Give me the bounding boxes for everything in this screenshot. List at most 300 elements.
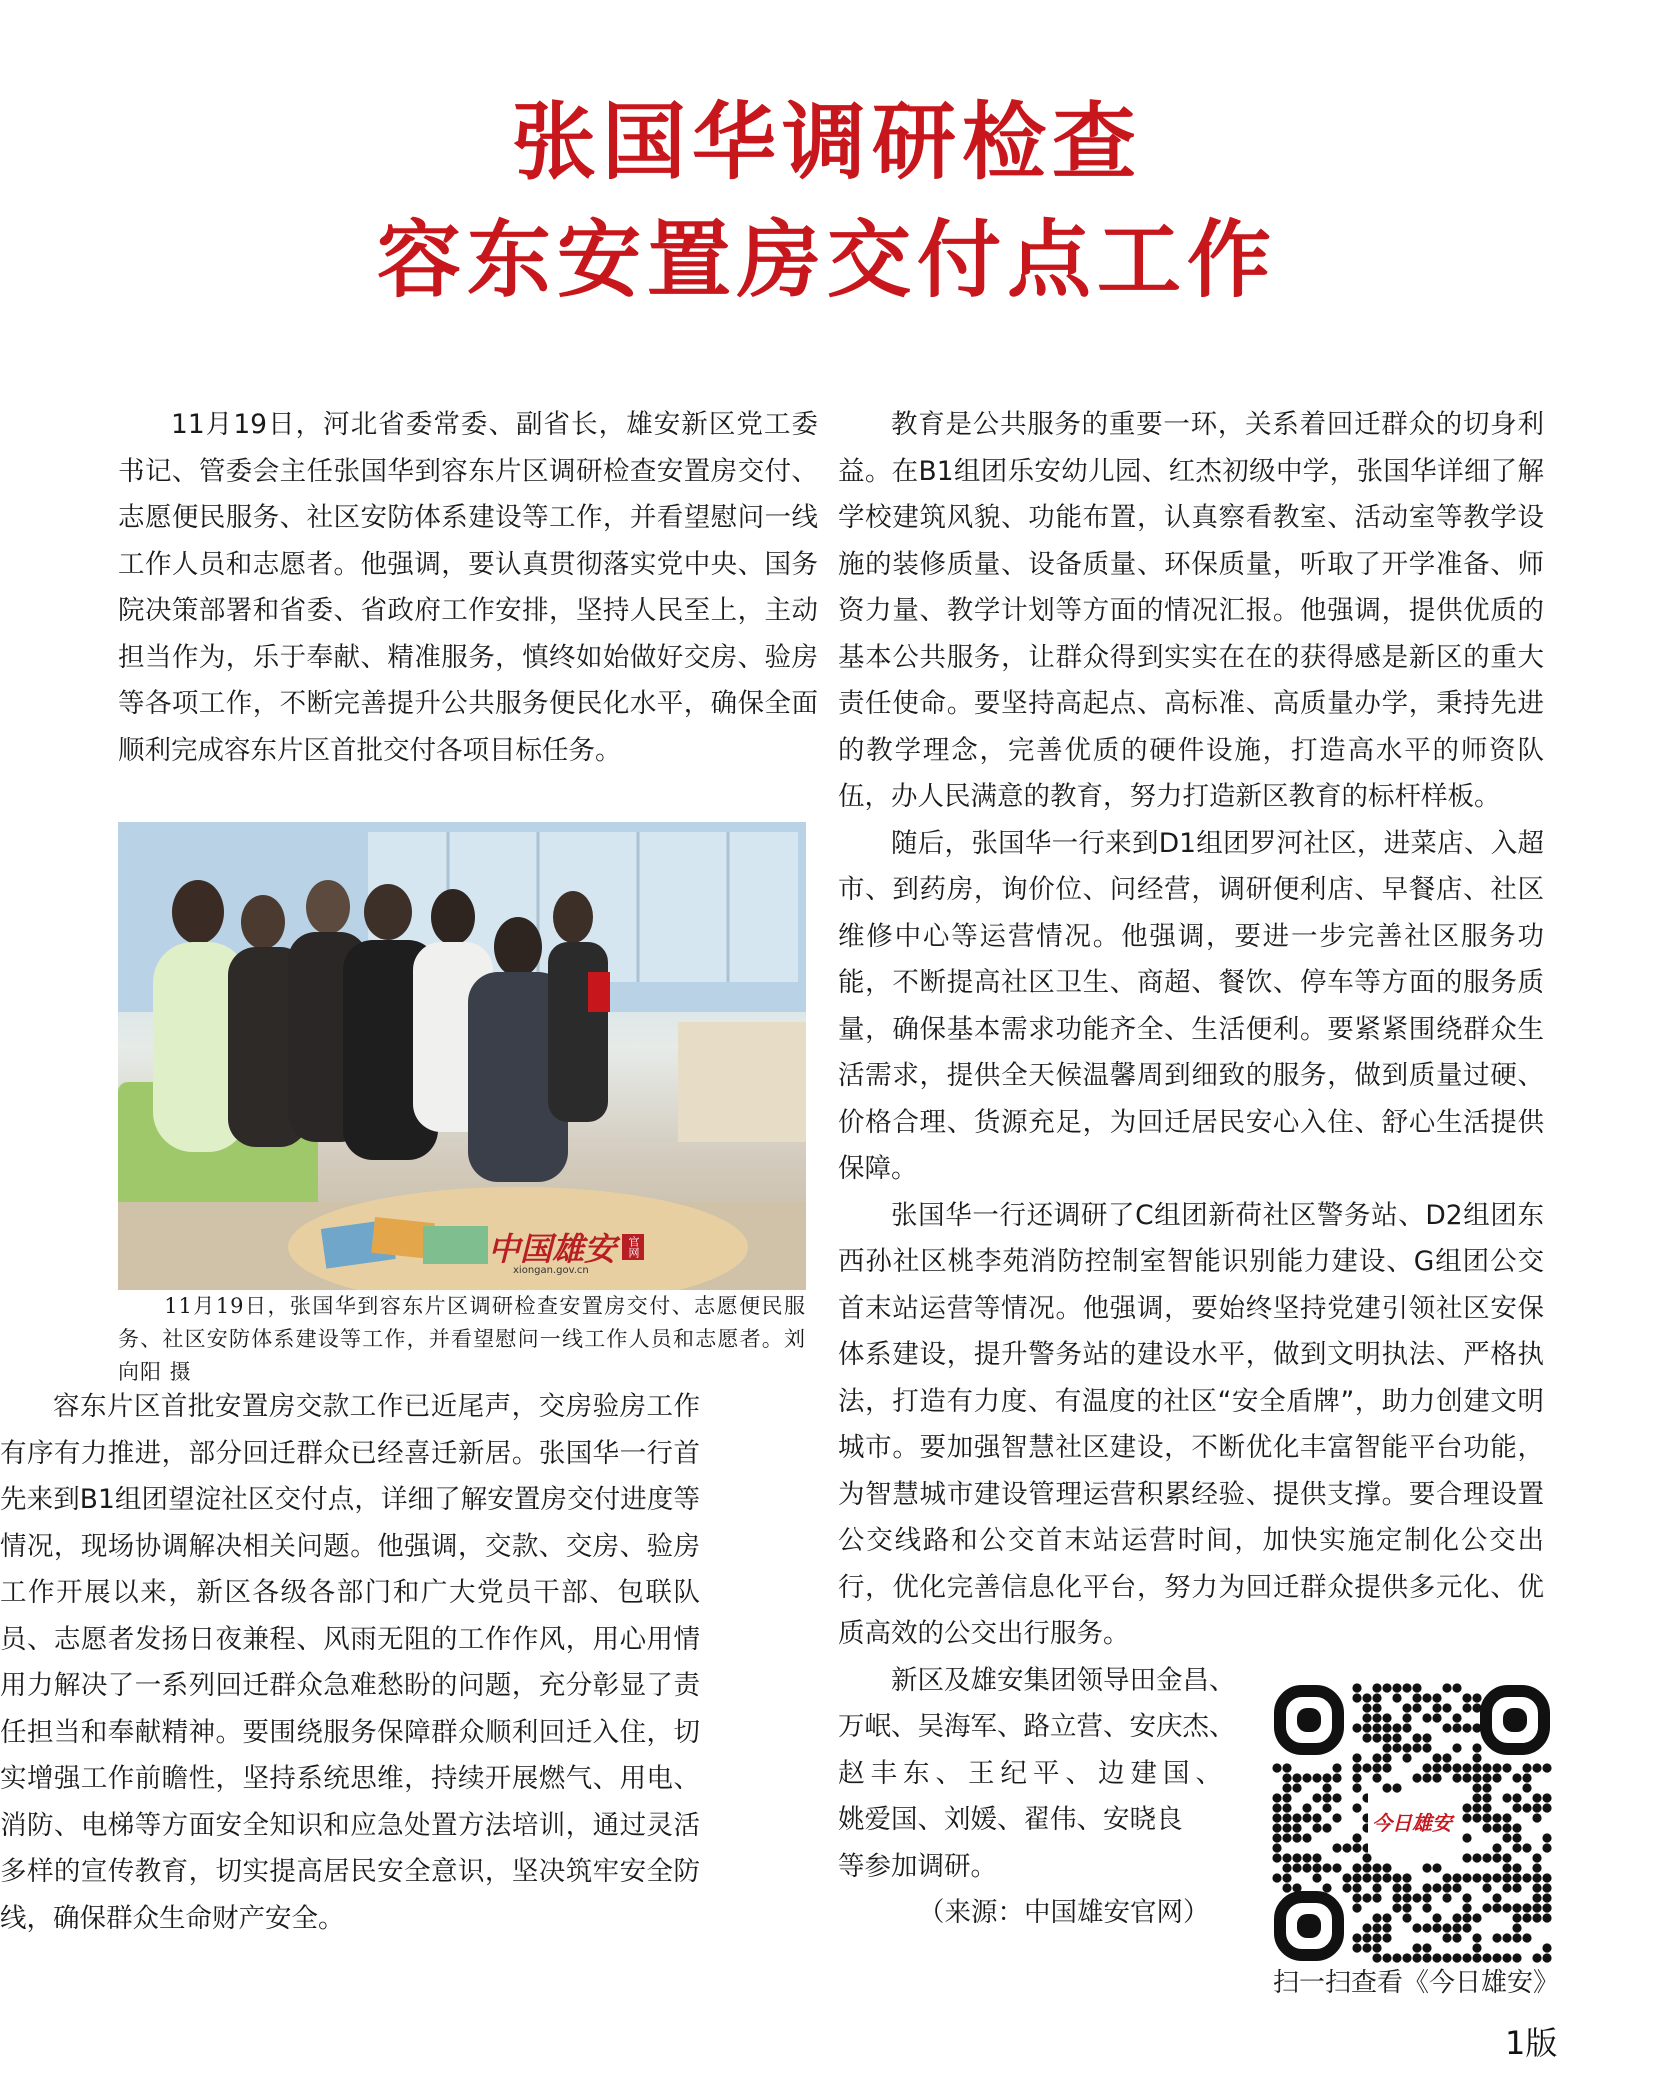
qr-module: [1422, 1863, 1431, 1872]
qr-module: [1302, 1863, 1311, 1872]
qr-module: [1352, 1863, 1361, 1872]
qr-module: [1312, 1853, 1321, 1862]
qr-module: [1392, 1693, 1401, 1702]
qr-module: [1422, 1713, 1431, 1722]
qr-module: [1502, 1863, 1511, 1872]
qr-module: [1532, 1883, 1541, 1892]
qr-module: [1492, 1893, 1501, 1902]
qr-module: [1412, 1703, 1421, 1712]
qr-module: [1442, 1923, 1451, 1932]
qr-module: [1272, 1793, 1281, 1802]
qr-module: [1412, 1693, 1421, 1702]
qr-module: [1402, 1883, 1411, 1892]
qr-module: [1492, 1773, 1501, 1782]
qr-module: [1542, 1893, 1551, 1902]
qr-module: [1272, 1823, 1281, 1832]
qr-module: [1542, 1833, 1551, 1842]
qr-module: [1512, 1883, 1521, 1892]
qr-module: [1402, 1913, 1411, 1922]
qr-module: [1412, 1683, 1421, 1692]
qr-module: [1392, 1873, 1401, 1882]
page-number: 1版: [1505, 2024, 1558, 2062]
qr-module: [1512, 1823, 1521, 1832]
qr-module: [1282, 1883, 1291, 1892]
qr-module: [1532, 1873, 1541, 1882]
qr-module: [1542, 1873, 1551, 1882]
qr-module: [1402, 1723, 1411, 1732]
qr-module: [1272, 1803, 1281, 1812]
qr-module: [1462, 1693, 1471, 1702]
qr-module: [1462, 1813, 1471, 1822]
qr-module: [1512, 1803, 1521, 1812]
qr-module: [1382, 1873, 1391, 1882]
qr-module: [1502, 1833, 1511, 1842]
qr-module: [1482, 1873, 1491, 1882]
qr-module: [1282, 1833, 1291, 1842]
attendees-block: [838, 1658, 1258, 1937]
qr-module: [1352, 1833, 1361, 1842]
qr-module: [1432, 1863, 1441, 1872]
qr-module: [1362, 1763, 1371, 1772]
qr-module: [1312, 1793, 1321, 1802]
qr-module: [1482, 1813, 1491, 1822]
qr-module: [1502, 1873, 1511, 1882]
qr-module: [1272, 1843, 1281, 1852]
qr-module: [1532, 1903, 1541, 1912]
headline-line-1: 张国华调研检查: [511, 92, 1142, 191]
qr-module: [1432, 1773, 1441, 1782]
watermark-url: xiongan.gov.cn: [513, 1265, 589, 1276]
qr-module: [1322, 1773, 1331, 1782]
qr-module: [1472, 1693, 1481, 1702]
qr-module: [1452, 1873, 1461, 1882]
qr-module: [1332, 1763, 1341, 1772]
qr-module: [1392, 1733, 1401, 1742]
qr-module: [1432, 1763, 1441, 1772]
qr-module: [1512, 1903, 1521, 1912]
qr-module: [1532, 1853, 1541, 1862]
attendees-line: 等参加调研。: [838, 1850, 997, 1882]
qr-module: [1292, 1783, 1301, 1792]
qr-module: [1452, 1913, 1461, 1922]
qr-module: [1362, 1733, 1371, 1742]
qr-module: [1422, 1903, 1431, 1912]
qr-module: [1382, 1923, 1391, 1932]
qr-module: [1372, 1693, 1381, 1702]
qr-module: [1372, 1873, 1381, 1882]
qr-module: [1482, 1853, 1491, 1862]
qr-module: [1432, 1753, 1441, 1762]
qr-module: [1282, 1803, 1291, 1812]
qr-module: [1422, 1943, 1431, 1952]
qr-module: [1532, 1913, 1541, 1922]
qr-module: [1522, 1803, 1531, 1812]
qr-module: [1282, 1873, 1291, 1882]
qr-module: [1542, 1913, 1551, 1922]
qr-module: [1352, 1763, 1361, 1772]
qr-module: [1352, 1893, 1361, 1902]
qr-module: [1522, 1903, 1531, 1912]
qr-module: [1272, 1853, 1281, 1862]
qr-module: [1522, 1913, 1531, 1922]
qr-module: [1432, 1693, 1441, 1702]
qr-module: [1282, 1783, 1291, 1792]
qr-module: [1422, 1743, 1431, 1752]
qr-module: [1502, 1903, 1511, 1912]
qr-module: [1492, 1813, 1501, 1822]
qr-module: [1512, 1843, 1521, 1852]
qr-module: [1382, 1733, 1391, 1742]
qr-module: [1372, 1923, 1381, 1932]
qr-module: [1362, 1923, 1371, 1932]
qr-module: [1402, 1753, 1411, 1762]
qr-module: [1372, 1863, 1381, 1872]
qr-module: [1292, 1853, 1301, 1862]
qr-module: [1472, 1773, 1481, 1782]
qr-module: [1472, 1943, 1481, 1952]
qr-module: [1352, 1683, 1361, 1692]
qr-module: [1452, 1713, 1461, 1722]
qr-module: [1492, 1763, 1501, 1772]
qr-module: [1382, 1743, 1391, 1752]
qr-module: [1292, 1833, 1301, 1842]
qr-module: [1442, 1873, 1451, 1882]
photo-watermark: [488, 1224, 644, 1270]
qr-module: [1472, 1853, 1481, 1862]
qr-module: [1532, 1763, 1541, 1772]
qr-module: [1442, 1763, 1451, 1772]
qr-module: [1482, 1783, 1491, 1792]
qr-module: [1402, 1683, 1411, 1692]
qr-module: [1442, 1933, 1451, 1942]
qr-module: [1542, 1793, 1551, 1802]
qr-module: [1402, 1743, 1411, 1752]
qr-module: [1282, 1853, 1291, 1862]
qr-module: [1432, 1913, 1441, 1922]
qr-module: [1302, 1773, 1311, 1782]
qr-module: [1542, 1763, 1551, 1772]
qr-module: [1472, 1873, 1481, 1882]
qr-module: [1472, 1933, 1481, 1942]
qr-module: [1512, 1863, 1521, 1872]
qr-module: [1372, 1703, 1381, 1712]
article-paragraph: 教育是公共服务的重要一环，关系着回迁群众的切身利益。在B1组团乐安幼儿园、红杰初级中学，张国华详细了解学校建筑风貌、功能布置，认真察看教室、活动室等教学设施的装修质量、设备质量、环保质量，听取了开学准备、师资力量、教学计划等方面的情况汇报。他强调，提供优质的基本公共服务，让群众得到实实在在的获得感是新区的重大责任使命。要坚持高起点、高标准、高质量办学，秉持先进的教学理念，完善优质的硬件设施，打造高水平的师资队伍，办人民满意的教育，努力打造新区教育的标杆样板。: [838, 409, 1544, 812]
news-photo: [118, 822, 806, 1290]
qr-module: [1372, 1733, 1381, 1742]
qr-module: [1362, 1933, 1371, 1942]
qr-module: [1382, 1723, 1391, 1732]
watermark-name: 中国雄安: [488, 1230, 617, 1268]
qr-module: [1272, 1763, 1281, 1772]
qr-module: [1282, 1823, 1291, 1832]
qr-module: [1322, 1883, 1331, 1892]
qr-module: [1312, 1813, 1321, 1822]
qr-module: [1352, 1723, 1361, 1732]
qr-module: [1372, 1753, 1381, 1762]
qr-module: [1512, 1773, 1521, 1782]
qr-code[interactable]: [1272, 1683, 1552, 1963]
article-left-column-top: [118, 402, 818, 774]
qr-module: [1472, 1813, 1481, 1822]
qr-module: [1452, 1923, 1461, 1932]
qr-module: [1462, 1773, 1471, 1782]
qr-center-label: 今日雄安: [1372, 1811, 1452, 1835]
qr-module: [1532, 1893, 1541, 1902]
photo-caption: 11月19日，张国华到容东片区调研检查安置房交付、志愿便民服务、社区安防体系建设等工作，并看望慰问一线工作人员和志愿者。刘向阳 摄: [118, 1294, 806, 1384]
qr-module: [1352, 1903, 1361, 1912]
attendees-line: 万岷、吴海军、路立营、安庆杰、: [838, 1711, 1236, 1742]
qr-module: [1372, 1723, 1381, 1732]
qr-module: [1512, 1913, 1521, 1922]
qr-module: [1542, 1803, 1551, 1812]
qr-module: [1422, 1883, 1431, 1892]
qr-module: [1462, 1723, 1471, 1732]
qr-module: [1382, 1783, 1391, 1792]
qr-module: [1482, 1823, 1491, 1832]
article-source: （来源：中国雄安官网）: [918, 1897, 1210, 1928]
qr-module: [1332, 1863, 1341, 1872]
qr-module: [1482, 1883, 1491, 1892]
qr-module: [1532, 1863, 1541, 1872]
qr-module: [1342, 1843, 1351, 1852]
qr-module: [1382, 1863, 1391, 1872]
qr-module: [1492, 1903, 1501, 1912]
qr-module: [1482, 1803, 1491, 1812]
qr-module: [1332, 1793, 1341, 1802]
qr-module: [1352, 1803, 1361, 1812]
article-paragraph: 随后，张国华一行来到D1组团罗河社区，进菜店、入超市、到药房，询价位、问经营，调研便利店、早餐店、社区维修中心等运营情况。他强调，要进一步完善社区服务功能，不断提高社区卫生、商超、餐饮、停车等方面的服务质量，确保基本需求功能齐全、生活便利。要紧紧围绕群众生活需求，提供全天候温馨周到细致的服务，做到质量过硬、价格合理、货源充足，为回迁居民安心入住、舒心生活提供保障。: [838, 827, 1544, 1184]
qr-module: [1492, 1873, 1501, 1882]
qr-module: [1272, 1833, 1281, 1842]
qr-module: [1452, 1933, 1461, 1942]
qr-module: [1342, 1883, 1351, 1892]
qr-module: [1452, 1883, 1461, 1892]
qr-module: [1372, 1713, 1381, 1722]
qr-module: [1462, 1853, 1471, 1862]
qr-module: [1512, 1873, 1521, 1882]
qr-module: [1482, 1903, 1491, 1912]
qr-module: [1472, 1753, 1481, 1762]
qr-module: [1542, 1883, 1551, 1892]
qr-module: [1452, 1743, 1461, 1752]
watermark-tag: 官网: [622, 1234, 644, 1260]
qr-module: [1502, 1853, 1511, 1862]
qr-module: [1512, 1923, 1521, 1932]
qr-module: [1442, 1893, 1451, 1902]
qr-module: [1392, 1723, 1401, 1732]
qr-module: [1462, 1703, 1471, 1712]
qr-module: [1472, 1743, 1481, 1752]
qr-module: [1352, 1753, 1361, 1762]
qr-module: [1292, 1813, 1301, 1822]
qr-module: [1412, 1743, 1421, 1752]
qr-module: [1392, 1683, 1401, 1692]
qr-module: [1362, 1893, 1371, 1902]
qr-module: [1492, 1853, 1501, 1862]
attendees-line: 姚爱国、刘媛、翟伟、安晓良: [838, 1804, 1183, 1835]
qr-module: [1422, 1763, 1431, 1772]
qr-module: [1452, 1763, 1461, 1772]
qr-module: [1392, 1893, 1401, 1902]
qr-module: [1482, 1773, 1491, 1782]
qr-module: [1302, 1813, 1311, 1822]
qr-module: [1312, 1863, 1321, 1872]
qr-module: [1372, 1763, 1381, 1772]
headline-line-2: 容东安置房交付点工作: [376, 210, 1277, 309]
qr-module: [1502, 1813, 1511, 1822]
qr-module: [1542, 1903, 1551, 1912]
article-paragraph: 容东片区首批安置房交款工作已近尾声，交房验房工作有序有力推进，部分回迁群众已经喜迁新居。张国华一行首先来到B1组团望淀社区交付点，详细了解安置房交付进度等情况，现场协调解决相关问题。他强调，交款、交房、验房工作开展以来，新区各级各部门和广大党员干部、包联队员、志愿者发扬日夜兼程、风雨无阻的工作作风，用心用情用力解决了一系列回迁群众急难愁盼的问题，充分彰显了责任担当和奉献精神。要围绕服务保障群众顺利回迁入住，切实增强工作前瞻性，坚持系统思维，持续开展燃气、用电、消防、电梯等方面安全知识和应急处置方法培训，通过灵活多样的宣传教育，切实提高居民安全意识，坚决筑牢安全防线，确保群众生命财产安全。: [0, 1391, 700, 1934]
qr-module: [1442, 1753, 1451, 1762]
qr-module: [1292, 1823, 1301, 1832]
qr-module: [1542, 1843, 1551, 1852]
qr-module: [1322, 1863, 1331, 1872]
qr-module: [1322, 1783, 1331, 1792]
qr-module: [1272, 1873, 1281, 1882]
qr-module: [1382, 1683, 1391, 1692]
qr-module: [1422, 1893, 1431, 1902]
qr-module: [1392, 1903, 1401, 1912]
qr-module: [1512, 1933, 1521, 1942]
qr-module: [1432, 1713, 1441, 1722]
qr-module: [1302, 1833, 1311, 1842]
qr-module: [1412, 1923, 1421, 1932]
qr-module: [1272, 1813, 1281, 1822]
qr-module: [1452, 1723, 1461, 1732]
qr-module: [1372, 1913, 1381, 1922]
qr-module: [1522, 1933, 1531, 1942]
qr-module: [1362, 1693, 1371, 1702]
qr-module: [1442, 1883, 1451, 1892]
qr-module: [1352, 1773, 1361, 1782]
qr-module: [1502, 1793, 1511, 1802]
qr-module: [1322, 1823, 1331, 1832]
qr-module: [1502, 1823, 1511, 1832]
qr-module: [1532, 1803, 1541, 1812]
qr-module: [1492, 1933, 1501, 1942]
qr-module: [1472, 1913, 1481, 1922]
qr-module: [1462, 1903, 1471, 1912]
qr-module: [1362, 1863, 1371, 1872]
qr-module: [1352, 1693, 1361, 1702]
qr-module: [1442, 1723, 1451, 1732]
qr-module: [1432, 1883, 1441, 1892]
qr-module: [1352, 1883, 1361, 1892]
qr-module: [1532, 1813, 1541, 1822]
qr-module: [1322, 1803, 1331, 1812]
qr-module: [1492, 1843, 1501, 1852]
qr-module: [1412, 1773, 1421, 1782]
qr-module: [1452, 1773, 1461, 1782]
qr-module: [1332, 1813, 1341, 1822]
qr-module: [1292, 1863, 1301, 1872]
qr-module: [1402, 1713, 1411, 1722]
qr-module: [1382, 1763, 1391, 1772]
qr-module: [1512, 1833, 1521, 1842]
qr-module: [1312, 1873, 1321, 1882]
qr-module: [1352, 1933, 1361, 1942]
qr-module: [1382, 1713, 1391, 1722]
qr-module: [1392, 1883, 1401, 1892]
qr-module: [1532, 1793, 1541, 1802]
qr-module: [1542, 1943, 1551, 1952]
qr-module: [1422, 1923, 1431, 1932]
qr-module: [1392, 1783, 1401, 1792]
qr-module: [1522, 1763, 1531, 1772]
qr-module: [1282, 1793, 1291, 1802]
qr-module: [1312, 1773, 1321, 1782]
qr-module: [1522, 1783, 1531, 1792]
qr-module: [1432, 1703, 1441, 1712]
qr-module: [1462, 1893, 1471, 1902]
qr-module: [1332, 1773, 1341, 1782]
qr-module: [1502, 1933, 1511, 1942]
qr-module: [1472, 1793, 1481, 1802]
qr-module: [1372, 1943, 1381, 1952]
qr-module: [1502, 1883, 1511, 1892]
qr-module: [1462, 1913, 1471, 1922]
qr-module: [1462, 1873, 1471, 1882]
qr-module: [1282, 1773, 1291, 1782]
qr-module: [1422, 1693, 1431, 1702]
qr-module: [1352, 1873, 1361, 1882]
qr-module: [1382, 1913, 1391, 1922]
qr-module: [1282, 1813, 1291, 1822]
qr-module: [1412, 1733, 1421, 1742]
qr-module: [1392, 1743, 1401, 1752]
qr-module: [1382, 1933, 1391, 1942]
qr-module: [1312, 1823, 1321, 1832]
qr-module: [1402, 1703, 1411, 1712]
qr-module: [1522, 1843, 1531, 1852]
qr-module: [1372, 1883, 1381, 1892]
qr-module: [1482, 1793, 1491, 1802]
qr-module: [1452, 1683, 1461, 1692]
qr-module: [1322, 1793, 1331, 1802]
qr-module: [1402, 1873, 1411, 1882]
qr-module: [1352, 1943, 1361, 1952]
qr-module: [1422, 1733, 1431, 1742]
qr-module: [1352, 1783, 1361, 1792]
qr-module: [1442, 1683, 1451, 1692]
qr-module: [1372, 1933, 1381, 1942]
qr-module: [1472, 1783, 1481, 1792]
qr-module: [1502, 1763, 1511, 1772]
attendees-line: 赵丰东、王纪平、边建国、: [838, 1757, 1228, 1789]
qr-module: [1352, 1843, 1361, 1852]
qr-module: [1382, 1753, 1391, 1762]
qr-module: [1292, 1773, 1301, 1782]
qr-module: [1342, 1873, 1351, 1882]
qr-module: [1522, 1773, 1531, 1782]
qr-module: [1422, 1773, 1431, 1782]
qr-module: [1282, 1763, 1291, 1772]
qr-module: [1362, 1713, 1371, 1722]
qr-module: [1372, 1773, 1381, 1782]
qr-module: [1302, 1803, 1311, 1812]
qr-module: [1482, 1763, 1491, 1772]
qr-module: [1362, 1723, 1371, 1732]
qr-module: [1372, 1893, 1381, 1902]
attendees-line: 新区及雄安集团领导田金昌、: [891, 1664, 1236, 1696]
qr-module: [1282, 1863, 1291, 1872]
qr-module: [1362, 1703, 1371, 1712]
qr-module: [1512, 1793, 1521, 1802]
qr-module: [1302, 1853, 1311, 1862]
qr-module: [1442, 1703, 1451, 1712]
qr-module: [1402, 1893, 1411, 1902]
qr-module: [1362, 1853, 1371, 1862]
